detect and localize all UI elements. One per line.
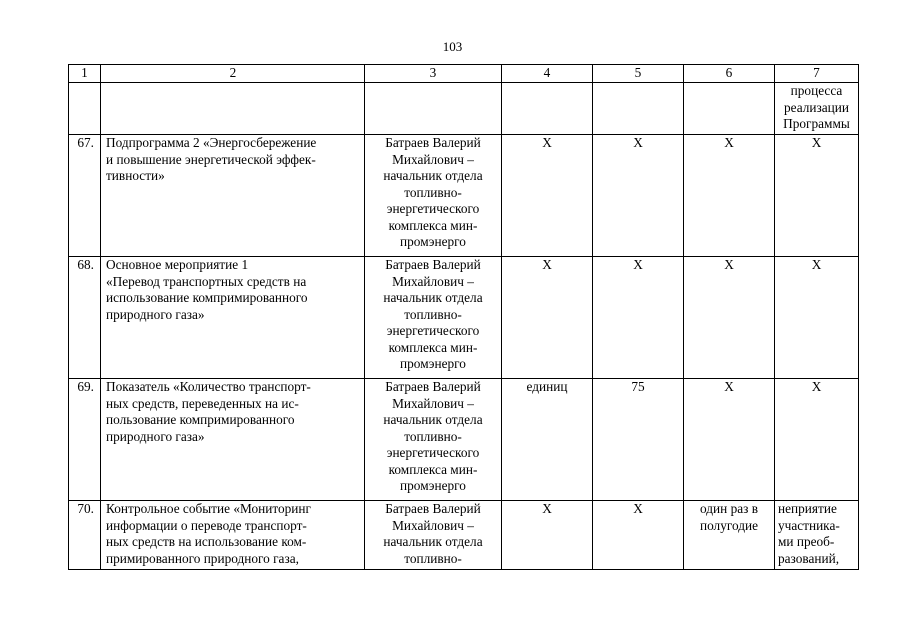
column-header-7: 7 [775, 65, 859, 83]
cell-col4: X [502, 257, 593, 379]
cell-num: 68. [69, 257, 101, 379]
column-header-5: 5 [593, 65, 684, 83]
cell-col5: X [593, 501, 684, 570]
cell-col5: X [593, 257, 684, 379]
cell-name: Показатель «Количество транспорт- ных средств, переведенных на ис- пользование компримированного природного газа» [101, 379, 365, 501]
column-header-3: 3 [365, 65, 502, 83]
column-header-1: 1 [69, 65, 101, 83]
table-row-continuation [69, 83, 859, 135]
table-row [69, 135, 859, 257]
cell-col6: один раз в полугодие [684, 501, 775, 570]
cell-name: Основное мероприятие 1 «Перевод транспортных средств на использование компримированного природного газа» [101, 257, 365, 379]
cell-col4 [502, 83, 593, 135]
page-number: 103 [442, 39, 463, 54]
cell-col7: неприятие участника- ми преоб- разований, [775, 501, 859, 570]
column-header-6: 6 [684, 65, 775, 83]
cell-col6: X [684, 379, 775, 501]
cell-name: Подпрограмма 2 «Энергосбережение и повышение энергетической эффек- тивности» [101, 135, 365, 257]
column-header-4: 4 [502, 65, 593, 83]
cell-col6: X [684, 135, 775, 257]
cell-num: 69. [69, 379, 101, 501]
cell-col7: X [775, 379, 859, 501]
cell-col7: X [775, 135, 859, 257]
cell-num: 67. [69, 135, 101, 257]
table-row [69, 379, 859, 501]
cell-col4: X [502, 135, 593, 257]
cell-name [101, 83, 365, 135]
cell-col6: X [684, 257, 775, 379]
cell-col7: процесса реализации Программы [775, 83, 859, 135]
cell-col5 [593, 83, 684, 135]
program-table [68, 64, 859, 570]
cell-responsible: Батраев Валерий Михайлович – начальник отдела топливно- [365, 501, 502, 570]
cell-col5: 75 [593, 379, 684, 501]
cell-col7: X [775, 257, 859, 379]
cell-col4: единиц [502, 379, 593, 501]
cell-responsible [365, 83, 502, 135]
cell-num: 70. [69, 501, 101, 570]
column-header-2: 2 [101, 65, 365, 83]
table-row [69, 257, 859, 379]
cell-name: Контрольное событие «Мониторинг информации о переводе транспорт- ных средств на использование ком- примированного природного газа, [101, 501, 365, 570]
cell-responsible: Батраев Валерий Михайлович – начальник отдела топливно- энергетического комплекса мин- промэнерго [365, 135, 502, 257]
cell-col6 [684, 83, 775, 135]
cell-col4: X [502, 501, 593, 570]
table-row [69, 501, 859, 570]
cell-responsible: Батраев Валерий Михайлович – начальник отдела топливно- энергетического комплекса мин- промэнерго [365, 257, 502, 379]
cell-col5: X [593, 135, 684, 257]
cell-num [69, 83, 101, 135]
table-header-row [69, 65, 859, 83]
cell-responsible: Батраев Валерий Михайлович – начальник отдела топливно- энергетического комплекса мин- промэнерго [365, 379, 502, 501]
